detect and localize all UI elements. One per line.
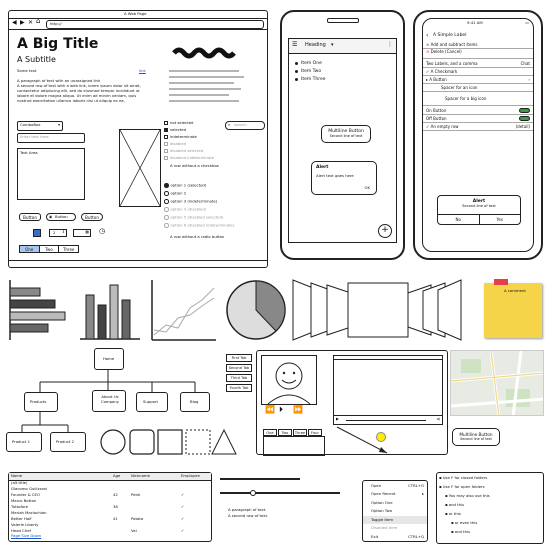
slider-knob[interactable]: [250, 490, 256, 496]
clock-icon[interactable]: ◷: [99, 227, 106, 235]
segment-two[interactable]: Two: [40, 246, 60, 252]
table-cell: Giacomo Guilizzoni: [11, 485, 48, 491]
ios-alert-no[interactable]: No: [438, 215, 480, 224]
table-cell: (alt title): [11, 479, 28, 485]
menu-item-label: Toggle Item: [371, 516, 394, 522]
slider-1[interactable]: [220, 478, 300, 480]
ios-alert-title: Alert: [472, 199, 486, 204]
tree-item-label: or even this: [454, 520, 478, 525]
folder-icon: ▪: [439, 475, 443, 480]
multiline-button-title: Multiline Button: [328, 129, 364, 134]
vtab-fourth[interactable]: Fourth Tab: [226, 384, 252, 392]
tree-item[interactable]: [445, 503, 464, 508]
table-cell: Founder & CEO: [11, 491, 40, 497]
arrow-line: [337, 427, 397, 457]
home-icon[interactable]: ⌂: [36, 17, 41, 25]
menu-item-label: Exit: [371, 533, 379, 539]
calendar-icon: ▦: [85, 229, 89, 234]
paragraph-line: A second row of text.: [228, 513, 269, 518]
tree-item-label: and this: [454, 529, 471, 534]
tree-view: [436, 472, 544, 544]
htab-one[interactable]: One: [263, 429, 277, 436]
plus-icon: +: [381, 225, 389, 235]
map-placeholder: [450, 350, 544, 416]
alert-ok-button[interactable]: OK: [364, 185, 370, 190]
sitemap-products[interactable]: Products: [24, 392, 58, 412]
table-cell: Head Chef: [11, 527, 31, 533]
folder-icon: ▪: [445, 502, 449, 507]
button-1[interactable]: Button: [19, 213, 41, 221]
screen-title: A Simple Label: [433, 33, 467, 38]
radio-option-4: option 4 (disabled): [164, 207, 206, 212]
video-player: [333, 355, 443, 425]
search-icon: ⌕: [228, 121, 231, 127]
url-text: http://: [50, 20, 62, 26]
play-icon[interactable]: ⏵: [279, 405, 283, 414]
spinner-value: 2: [53, 230, 56, 235]
table-cell: 42: [113, 491, 118, 497]
vtab-first[interactable]: First Tab: [226, 354, 252, 362]
chevron-down-icon[interactable]: ▾: [331, 42, 334, 48]
rounded-square-shape: [130, 430, 154, 454]
htab-four[interactable]: Four: [308, 429, 322, 436]
sitemap-blog[interactable]: Blog: [180, 392, 210, 412]
checkbox-indeterminate[interactable]: indeterminate: [164, 135, 197, 140]
fast-forward-icon[interactable]: ⏩: [293, 405, 303, 414]
table-cell: ✓: [181, 527, 185, 533]
chevron-down-icon: ▾: [58, 122, 60, 127]
tree-item[interactable]: [445, 494, 490, 499]
list-row-button[interactable]: › ▸ A Button: [423, 76, 533, 84]
close-icon[interactable]: ✕: [28, 19, 34, 26]
menu-item-shortcut: CTRL+O: [408, 482, 424, 488]
list-row-delete[interactable]: ⊖ Delete (Cancel): [423, 49, 533, 59]
list-row-spacer-icon[interactable]: Spacer for an icon: [423, 84, 533, 92]
sitemap-support[interactable]: Support: [136, 392, 168, 412]
tree-item[interactable]: [445, 512, 461, 517]
sitemap-about[interactable]: About Us Company: [92, 390, 126, 412]
page-title: A Big Title: [17, 36, 99, 52]
menu-item-label: Option Two: [371, 508, 392, 513]
ios-alert-text: Second line of text: [462, 204, 496, 208]
checkbox-disabled: disabled: [164, 142, 186, 147]
radio-option-3[interactable]: option 3 (indeterminate): [164, 199, 217, 204]
menu-item[interactable]: [363, 499, 427, 507]
folder-icon: ▪: [439, 484, 443, 489]
browser-title: A Web Page: [124, 11, 147, 16]
text-area-label: Text Area: [20, 150, 38, 155]
table-cell: ✓: [181, 491, 185, 497]
paragraph-line: A paragraph of text.: [228, 507, 267, 512]
video-controls: [334, 415, 442, 424]
tree-item-label: or this: [448, 511, 461, 516]
segment-three[interactable]: Three: [62, 247, 75, 252]
menu-item[interactable]: [363, 508, 427, 516]
alert-title: Alert: [316, 165, 329, 170]
folder-icon: ▪: [451, 529, 455, 534]
menu-item-shortcut: CTRL+Q: [408, 533, 424, 539]
spinner-arrows-icon: ⇕: [61, 229, 65, 234]
paragraph-line: A paragraph of text with an unassigned link: [17, 78, 101, 83]
combo-label: ComboBox: [20, 122, 41, 127]
list-row-on-button[interactable]: On Button: [423, 107, 533, 115]
battery-icon: ▭: [525, 20, 529, 25]
app-heading: Heading: [305, 42, 326, 48]
menu-item[interactable]: [363, 533, 427, 541]
checkbox-selected[interactable]: selected: [164, 128, 186, 133]
vtab-third[interactable]: Third Tab: [226, 374, 252, 382]
menu-item[interactable]: [363, 482, 427, 490]
radio-dot-icon: ◉: [49, 214, 53, 219]
table-cell: Better Half: [11, 515, 32, 521]
play-icon[interactable]: ▶: [336, 416, 339, 421]
tree-item[interactable]: [439, 476, 487, 481]
menu-item[interactable]: [363, 491, 427, 499]
some-text: Some text: [17, 68, 37, 73]
tree-item-label: Use F for open folders: [442, 484, 485, 489]
paragraph-line: consectetur adipiscing elit, sed do eiusmod tempor incididunt ut: [17, 88, 140, 93]
list-row-spacer-big-icon[interactable]: Spacer for a big icon: [423, 92, 533, 106]
radio-option-1[interactable]: option 1 (selected): [164, 183, 206, 188]
table-footer-link[interactable]: Page Size Down: [11, 533, 42, 538]
video-seek-bar[interactable]: [346, 420, 426, 421]
tree-item[interactable]: [451, 521, 477, 526]
square-shape: [158, 430, 182, 454]
menu-item-label: Open Recent: [371, 491, 396, 496]
delete-icon: ⊖: [426, 48, 430, 54]
volume-icon[interactable]: ◂): [436, 416, 440, 421]
ios-alert-yes[interactable]: Yes: [496, 217, 503, 222]
tree-item-label: You may also use this: [448, 493, 490, 498]
table-cell: ✓: [181, 515, 185, 521]
table-cell: Patata: [131, 515, 144, 521]
table-cell: ✓: [181, 503, 185, 509]
menu-item-label: Open: [371, 482, 382, 488]
checkbox-not-selected[interactable]: not selected: [164, 121, 193, 126]
checkbox-disabled-indeterminate: disabled indeterminate: [164, 156, 214, 161]
map-roads: [451, 351, 544, 416]
folder-icon: ▪: [445, 493, 449, 498]
sitemap-product1[interactable]: Product 1: [6, 432, 42, 452]
chevron-right-icon: ›: [528, 77, 530, 82]
forward-icon[interactable]: ▶: [20, 19, 25, 26]
htab-three[interactable]: Three: [294, 430, 306, 435]
list-item[interactable]: Item Three: [295, 77, 326, 83]
sitemap-product2[interactable]: Product 2: [50, 432, 86, 452]
htab-two[interactable]: Two: [278, 429, 292, 436]
more-icon[interactable]: ⋮: [387, 41, 393, 48]
back-icon[interactable]: ‹: [426, 32, 429, 39]
rewind-icon[interactable]: ⏪: [265, 405, 275, 414]
back-icon[interactable]: ◀: [12, 19, 17, 26]
table-cell: 38: [113, 503, 118, 509]
avatar: [262, 356, 316, 404]
data-table: [8, 472, 212, 542]
segment-one[interactable]: One: [20, 246, 40, 252]
context-menu: [362, 480, 428, 542]
radio-row-no-button: A row without a radio button: [170, 234, 225, 239]
tree-item-label: and this: [448, 502, 465, 507]
slider-2[interactable]: [220, 492, 340, 494]
paragraph-line: nostrud exercitation ullamco laboris nisi ut aliquip ex ea.: [17, 98, 125, 103]
tree-item[interactable]: [451, 530, 470, 535]
sitemap-home[interactable]: Home: [94, 348, 124, 370]
multiline-button-sub: Second line of text: [460, 437, 492, 441]
button-3[interactable]: Button: [81, 213, 103, 221]
circle-shape: [101, 430, 125, 454]
list-row-two-labels[interactable]: Two Labels, and a comma Chat: [423, 60, 533, 68]
web-link[interactable]: link: [139, 68, 146, 73]
col-header-name[interactable]: Name: [11, 473, 23, 478]
table-cell: Peldi: [131, 491, 141, 497]
multiline-button-2[interactable]: [452, 428, 500, 446]
checkmark-icon: ✓: [426, 69, 430, 74]
folder-icon: ▪: [445, 511, 449, 516]
list-item[interactable]: Item Two: [295, 69, 321, 75]
checkbox-disabled-selected: disabled selected: [164, 149, 203, 154]
col-header-nickname[interactable]: Nickname: [131, 473, 150, 478]
list-row-checkmark[interactable]: ✓ A Checkmark: [423, 68, 533, 76]
vtab-second[interactable]: Second Tab: [226, 364, 252, 372]
list-row-off-button[interactable]: Off Button: [423, 115, 533, 123]
folder-icon: ▪: [451, 520, 455, 525]
page-subtitle: A Subtitle: [17, 55, 56, 64]
shapes: [100, 428, 230, 458]
menu-icon[interactable]: ☰: [292, 41, 298, 48]
add-icon: ⊕: [426, 42, 430, 47]
button-2-label: Button: [55, 214, 68, 219]
multiline-button-sub: Second line of text: [329, 134, 363, 138]
table-cell: Val: [131, 527, 137, 533]
status-time: 9:41 AM: [467, 20, 483, 25]
radio-option-6: option 6 (disabled indeterminate): [164, 223, 234, 228]
checkbox-row-no-box: A row without a checkbox: [170, 163, 219, 168]
sticky-note-text: A comment: [504, 288, 526, 293]
menu-item[interactable]: [363, 525, 427, 533]
list-row-empty[interactable]: ✓ An empty row (detail): [423, 123, 533, 131]
avatar-frame: [261, 355, 317, 405]
text-input-placeholder: Enter text here: [20, 134, 49, 139]
disclosure-icon: ▸: [426, 77, 429, 82]
tree-item[interactable]: [439, 485, 485, 490]
table-cell: Valerie Liberty: [11, 521, 39, 527]
tree-item-label: Use F for closed folders: [442, 475, 488, 480]
paragraph-line: labore et dolore magna aliqua. Ut enim ad minim veniam, quis: [17, 93, 137, 98]
menu-item-shortcut: ▸: [422, 491, 424, 496]
list-item[interactable]: Item One: [295, 61, 322, 67]
menu-item-label: Option One: [371, 499, 393, 505]
table-cell: Mariah Maclachlan: [11, 509, 47, 515]
multiline-button-title: Multiline Button: [459, 432, 493, 437]
list-row-add-subtract[interactable]: ⊕ Add and subtract items: [423, 41, 533, 49]
search-placeholder: search: [234, 121, 247, 127]
col-header-employee[interactable]: Employee: [181, 473, 200, 478]
col-header-age[interactable]: Age: [113, 473, 121, 478]
alert-text: Alert text goes here: [316, 173, 354, 178]
radio-option-2[interactable]: option 2: [164, 191, 186, 196]
media-panel: [256, 350, 448, 455]
yellow-dot: [376, 432, 386, 442]
dashed-square-shape: [186, 430, 210, 454]
table-cell: 41: [113, 515, 118, 521]
radio-option-5: option 5 (disabled selected): [164, 215, 224, 220]
paragraph-line: A second row of text with a web link, lorem ipsum dolor sit amet,: [17, 83, 141, 88]
table-cell: Tuttofare: [11, 503, 28, 509]
menu-item-label: Disabled Item: [371, 525, 398, 530]
checkmark-icon: ✓: [426, 124, 430, 129]
menu-item[interactable]: [363, 516, 427, 524]
table-cell: Marco Botton: [11, 497, 37, 503]
